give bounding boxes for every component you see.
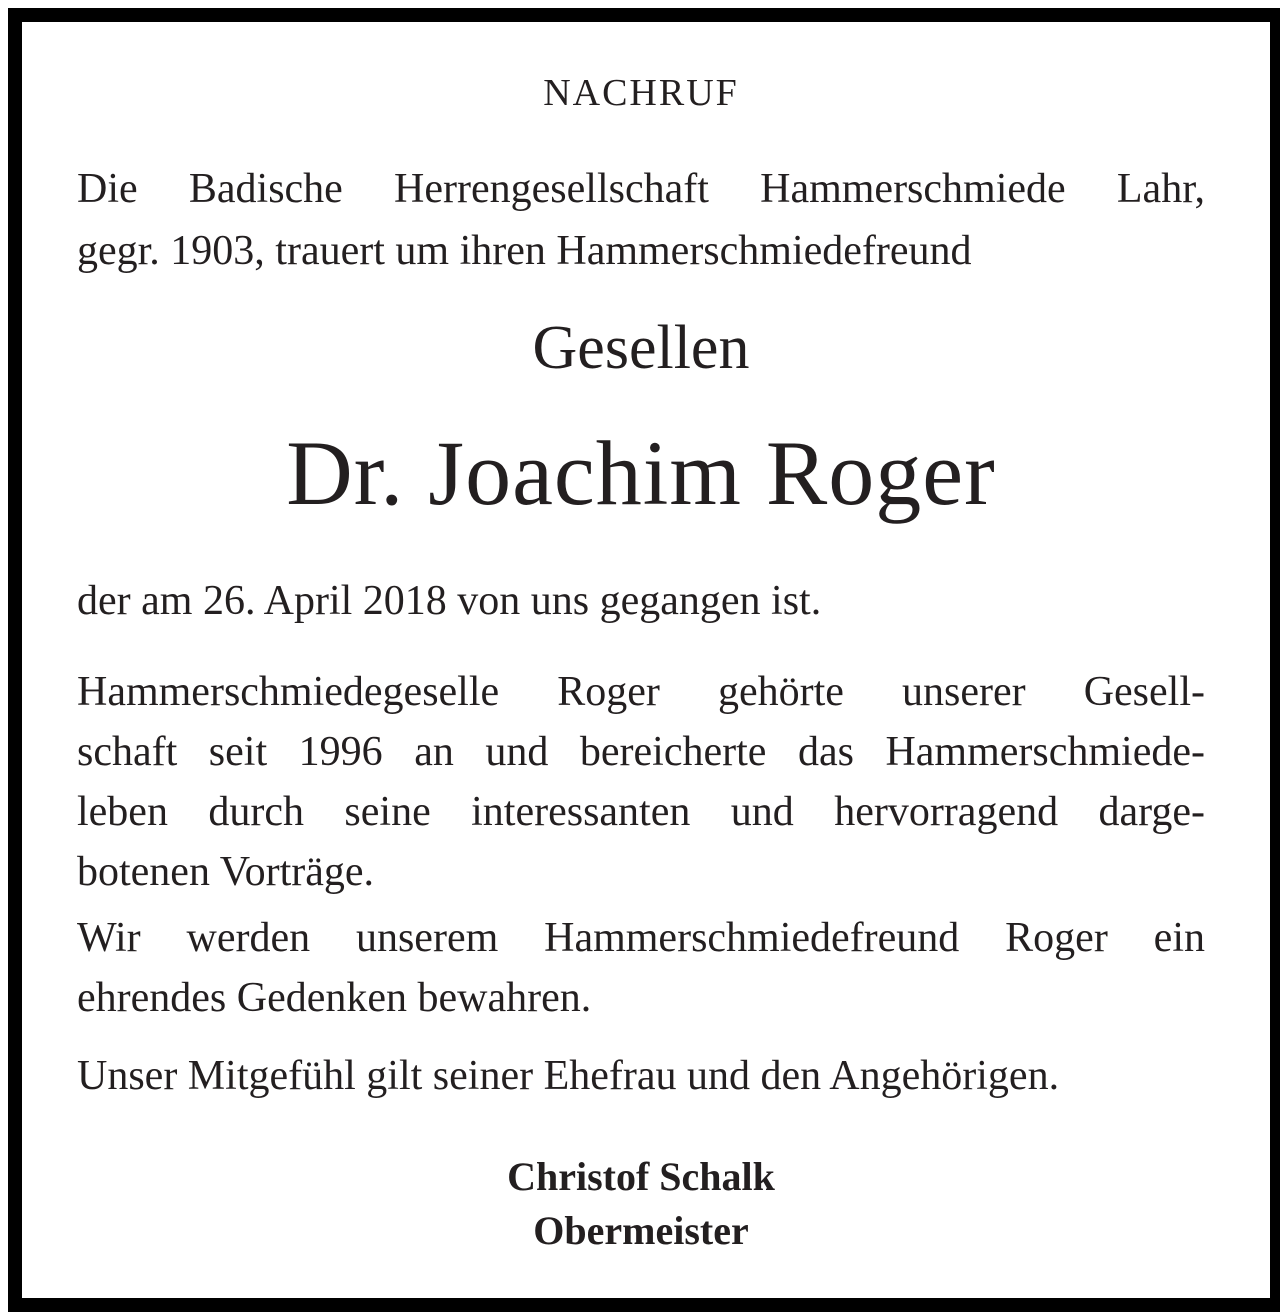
deceased-rank: Gesellen: [532, 314, 750, 382]
signature-name: Christof Schalk: [507, 1154, 775, 1199]
tribute-paragraph: [77, 662, 1205, 902]
signature-block: [77, 1150, 1205, 1258]
tribute-line-1: Hammerschmiedegeselle Roger gehörte unserer Gesell-: [77, 669, 1205, 715]
remembrance-paragraph: [77, 908, 1205, 1028]
tribute-line-2: schaft seit 1996 an und bereicherte das Hammerschmiede-: [77, 729, 1205, 775]
deceased-name: Dr. Joachim Roger: [286, 422, 996, 524]
intro-line-2: gegr. 1903, trauert um ihren Hammerschmiedefreund: [77, 228, 972, 274]
condolence-paragraph: [77, 1046, 1205, 1106]
intro-text: [77, 158, 1205, 282]
date-of-death-line: der am 26. April 2018 von uns gegangen ist.: [77, 578, 822, 624]
tribute-line-4: botenen Vorträge.: [77, 849, 375, 895]
obituary-frame: [8, 8, 1280, 1312]
obituary-heading: NACHRUF: [543, 72, 739, 114]
tribute-line-3: leben durch seine interessanten und hervorragend darge-: [77, 789, 1205, 835]
condolence-line: Unser Mitgefühl gilt seiner Ehefrau und den Angehörigen.: [77, 1053, 1060, 1099]
remembrance-line-1: Wir werden unserem Hammerschmiedefreund Roger ein: [77, 915, 1205, 961]
intro-line-1: Die Badische Herrengesellschaft Hammerschmiede Lahr,: [77, 166, 1205, 212]
signature-title: Obermeister: [533, 1208, 749, 1253]
remembrance-line-2: ehrendes Gedenken bewahren.: [77, 975, 592, 1021]
